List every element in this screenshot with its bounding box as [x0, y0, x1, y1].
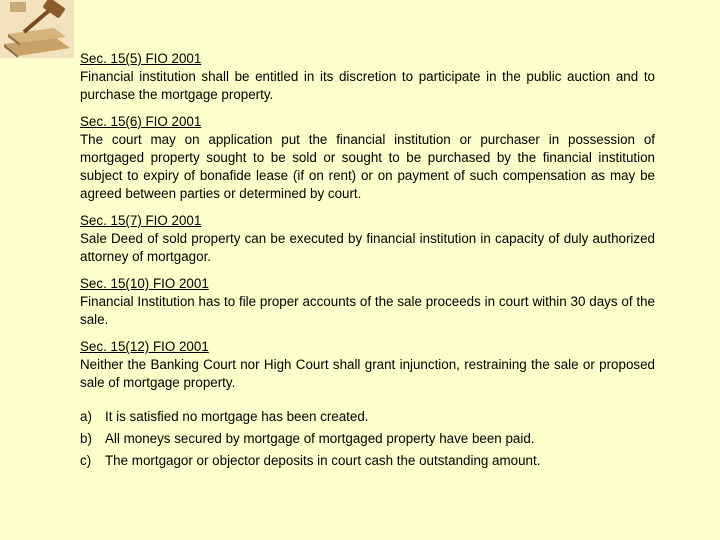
list-marker: b) [80, 431, 92, 446]
list-marker: c) [80, 453, 92, 468]
section-text: The court may on application put the financial institution or purchaser in possession of mortgaged property sought to be sold or sought to be purchased by the financial institution subject to expiry of bonafide lease (if on rent) or on payment of such compensation as may be agreed between parties or determined by court. [80, 132, 655, 201]
list-item [80, 430, 655, 448]
section-15-12 [80, 338, 655, 392]
section-15-10 [80, 275, 655, 329]
list-item [80, 408, 655, 426]
list-marker: a) [80, 409, 92, 424]
section-heading: Sec. 15(7) FIO 2001 [80, 213, 202, 228]
section-heading: Sec. 15(10) FIO 2001 [80, 276, 209, 291]
section-text: Financial institution shall be entitled in its discretion to participate in the public auction and to purchase the mortgage property. [80, 69, 655, 102]
section-heading: Sec. 15(5) FIO 2001 [80, 51, 202, 66]
list-item-text: The mortgagor or objector deposits in court cash the outstanding amount. [105, 453, 541, 468]
section-text: Neither the Banking Court nor High Court shall grant injunction, restraining the sale or proposed sale of mortgage property. [80, 357, 655, 390]
gavel-on-books-icon [0, 0, 74, 58]
section-text: Sale Deed of sold property can be executed by financial institution in capacity of duly authorized attorney of mortgagor. [80, 231, 655, 264]
conditions-list [80, 408, 655, 470]
list-item-text: All moneys secured by mortgage of mortgaged property have been paid. [105, 431, 535, 446]
list-item-text: It is satisfied no mortgage has been created. [105, 409, 369, 424]
section-15-6 [80, 113, 655, 203]
section-heading: Sec. 15(12) FIO 2001 [80, 339, 209, 354]
list-item [80, 452, 655, 470]
section-text: Financial Institution has to file proper accounts of the sale proceeds in court within 30 days of the sale. [80, 294, 655, 327]
document-body [80, 50, 655, 483]
section-heading: Sec. 15(6) FIO 2001 [80, 114, 202, 129]
section-15-7 [80, 212, 655, 266]
section-15-5 [80, 50, 655, 104]
